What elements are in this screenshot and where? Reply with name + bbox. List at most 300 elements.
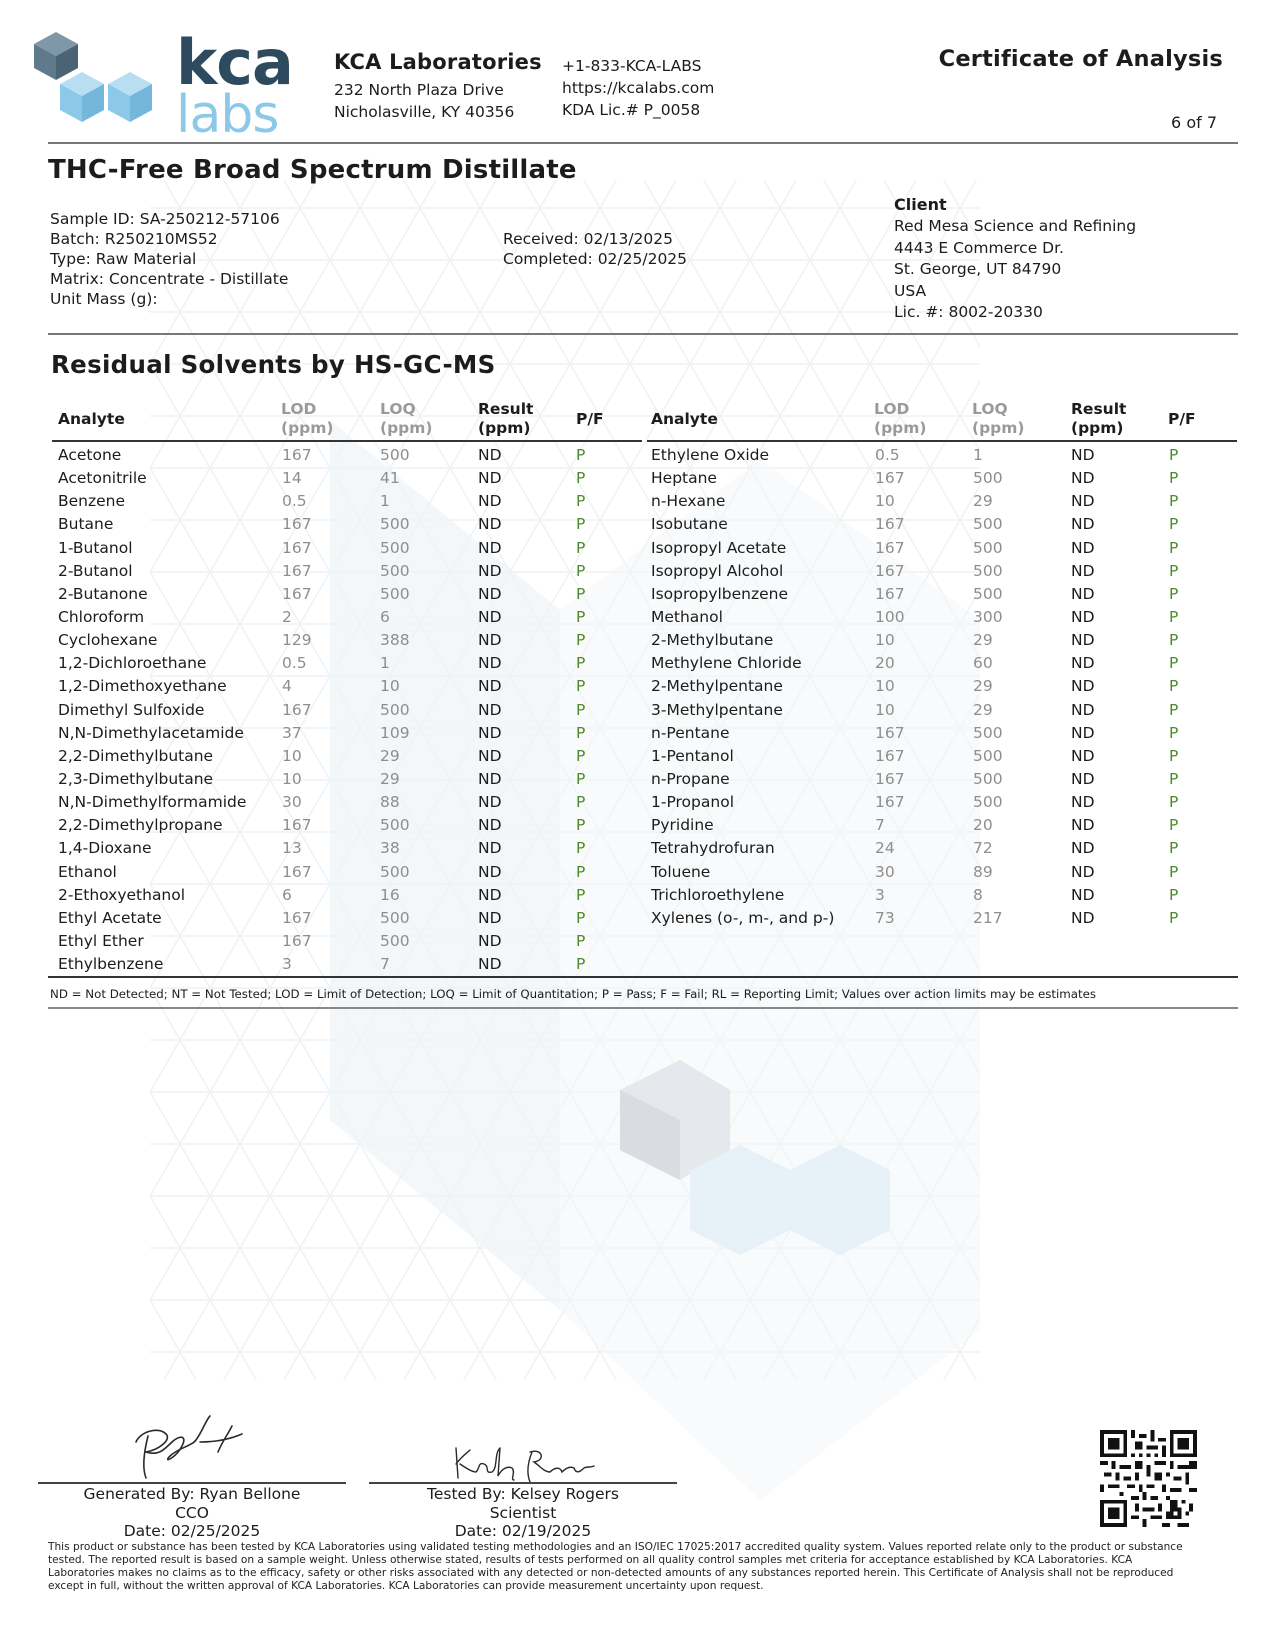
cell-result: ND	[478, 607, 502, 626]
sample-unit-mass: Unit Mass (g):	[50, 290, 158, 308]
right-results-table	[651, 444, 1241, 930]
cell-analyte: Toluene	[651, 862, 711, 881]
cell-loq: 500	[973, 769, 1003, 788]
cell-analyte: Ethyl Ether	[58, 931, 144, 950]
cell-result: ND	[478, 654, 502, 673]
cell-pass-fail: P	[576, 492, 586, 511]
table-row	[651, 745, 1241, 768]
cell-analyte: 2-Methylpentane	[651, 677, 783, 696]
cell-pass-fail: P	[576, 700, 586, 719]
cell-result: ND	[1071, 700, 1095, 719]
cell-pass-fail: P	[576, 931, 586, 950]
lab-phone: +1-833-KCA-LABS	[562, 57, 702, 75]
table-row	[58, 699, 648, 722]
cell-analyte: Isopropyl Alcohol	[651, 561, 784, 580]
cell-loq: 10	[380, 677, 400, 696]
cell-pass-fail: P	[576, 561, 586, 580]
cell-analyte: Tetrahydrofuran	[651, 839, 775, 858]
table-row	[651, 629, 1241, 652]
cell-loq: 41	[380, 469, 400, 488]
table-row	[651, 444, 1241, 467]
cell-analyte: Ethyl Acetate	[58, 908, 162, 927]
signature-line-generated	[38, 1482, 346, 1484]
cell-result: ND	[1071, 862, 1095, 881]
cell-lod: 4	[282, 677, 292, 696]
cell-loq: 72	[973, 839, 993, 858]
cell-lod: 30	[282, 793, 302, 812]
cell-pass-fail: P	[576, 908, 586, 927]
cell-analyte: Isobutane	[651, 515, 728, 534]
cell-loq: 38	[380, 839, 400, 858]
cell-analyte: Acetonitrile	[58, 469, 147, 488]
cell-analyte: 1-Pentanol	[651, 746, 734, 765]
lab-license: KDA Lic.# P_0058	[562, 101, 701, 119]
received-date: Received: 02/13/2025	[503, 230, 674, 248]
table-legend: ND = Not Detected; NT = Not Tested; LOD = Limit of Detection; LOQ = Limit of Quantitation; P = Pass; F = Fail; RL = Reporting Limit; Values over action limits may be estimates	[50, 987, 1097, 1001]
cell-lod: 10	[282, 746, 302, 765]
cell-lod: 167	[875, 515, 905, 534]
cell-pass-fail: P	[1169, 816, 1179, 835]
cell-result: ND	[478, 492, 502, 511]
cell-analyte: Dimethyl Sulfoxide	[58, 700, 205, 719]
cell-loq: 29	[380, 746, 400, 765]
cell-analyte: Heptane	[651, 469, 717, 488]
table-row	[58, 861, 648, 884]
lab-name: KCA Laboratories	[334, 50, 542, 74]
table-row	[58, 629, 648, 652]
cell-pass-fail: P	[576, 469, 586, 488]
cell-pass-fail: P	[576, 538, 586, 557]
table-row	[58, 768, 648, 791]
cell-analyte: 2-Butanol	[58, 561, 133, 580]
cell-analyte: N,N-Dimethylacetamide	[58, 723, 244, 742]
cell-pass-fail: P	[576, 584, 586, 603]
cell-lod: 0.5	[282, 492, 307, 511]
cell-result: ND	[478, 769, 502, 788]
cell-lod: 167	[875, 584, 905, 603]
cell-lod: 30	[875, 862, 895, 881]
sample-matrix: Matrix: Concentrate - Distillate	[50, 270, 289, 288]
cell-loq: 500	[380, 561, 410, 580]
table-row	[651, 560, 1241, 583]
cell-lod: 3	[875, 885, 885, 904]
table-row	[58, 467, 648, 490]
cell-loq: 1	[380, 654, 390, 673]
client-country: USA	[894, 281, 927, 300]
cell-result: ND	[478, 446, 502, 464]
qr-code[interactable]	[1100, 1430, 1197, 1527]
sample-type: Type: Raw Material	[50, 250, 197, 268]
cell-analyte: Acetone	[58, 446, 122, 464]
table-row	[651, 537, 1241, 560]
cell-result: ND	[478, 862, 502, 881]
legal-disclaimer: This product or substance has been tested by KCA Laboratories using validated testing methodologies and an ISO/IEC 17025:2017 accredited quality system. Values reported relate only to the product or substance tested. The reported result is based on a sample weight. Unless otherwise stated, results of tests performed on all quality control samples met criteria for acceptance established by KCA Laboratories. KCA Laboratories makes no claims as to the efficacy, safety or other risks associated with any detected or non-detected amounts of any substances reported herein. This Certificate of Analysis shall not be reproduced except in full, without the written approval of KCA Laboratories. KCA Laboratories can provide measurement uncertainty upon request.	[48, 1541, 1183, 1592]
cell-pass-fail: P	[1169, 908, 1179, 927]
cell-lod: 100	[875, 607, 905, 626]
cell-loq: 109	[380, 723, 410, 742]
cell-analyte: Isopropyl Acetate	[651, 538, 787, 557]
cell-lod: 20	[875, 654, 895, 673]
cell-lod: 73	[875, 908, 895, 927]
cell-loq: 29	[973, 631, 993, 650]
product-divider	[48, 333, 1238, 335]
cell-pass-fail: P	[1169, 862, 1179, 881]
cell-pass-fail: P	[576, 677, 586, 696]
cell-result: ND	[1071, 469, 1095, 488]
left-header-rule	[52, 440, 642, 442]
cell-result: ND	[478, 885, 502, 904]
cell-pass-fail: P	[1169, 446, 1179, 464]
cell-lod: 167	[875, 769, 905, 788]
cell-result: ND	[1071, 677, 1095, 696]
signature-ryan-bellone	[118, 1412, 268, 1482]
cell-lod: 10	[875, 677, 895, 696]
cell-loq: 500	[380, 515, 410, 534]
cell-analyte: 1,2-Dimethoxyethane	[58, 677, 227, 696]
cell-loq: 500	[380, 908, 410, 927]
cell-analyte: n-Pentane	[651, 723, 730, 742]
cell-analyte: N,N-Dimethylformamide	[58, 793, 247, 812]
table-row	[651, 490, 1241, 513]
cell-lod: 167	[282, 862, 312, 881]
cell-loq: 89	[973, 862, 993, 881]
cell-loq: 500	[973, 746, 1003, 765]
cell-pass-fail: P	[576, 607, 586, 626]
cell-result: ND	[478, 561, 502, 580]
cell-result: ND	[478, 538, 502, 557]
cell-analyte: 1,4-Dioxane	[58, 839, 152, 858]
cell-lod: 7	[875, 816, 885, 835]
table-row	[651, 861, 1241, 884]
cell-analyte: Isopropylbenzene	[651, 584, 789, 603]
cell-result: ND	[1071, 446, 1095, 464]
cell-loq: 500	[380, 862, 410, 881]
cell-result: ND	[478, 746, 502, 765]
cell-result: ND	[478, 839, 502, 858]
cell-pass-fail: P	[1169, 700, 1179, 719]
table-row	[651, 837, 1241, 860]
cell-lod: 167	[282, 700, 312, 719]
cell-analyte: n-Propane	[651, 769, 730, 788]
cell-pass-fail: P	[576, 816, 586, 835]
cell-lod: 167	[875, 723, 905, 742]
table-row	[651, 791, 1241, 814]
cell-loq: 500	[380, 700, 410, 719]
table-row	[58, 490, 648, 513]
cell-loq: 7	[380, 955, 390, 974]
cell-result: ND	[478, 469, 502, 488]
cell-lod: 10	[875, 700, 895, 719]
lab-website[interactable]: https://kcalabs.com	[562, 79, 715, 97]
cell-result: ND	[478, 584, 502, 603]
cell-loq: 500	[380, 931, 410, 950]
cell-result: ND	[1071, 885, 1095, 904]
cell-result: ND	[478, 631, 502, 650]
cell-lod: 10	[875, 631, 895, 650]
cell-loq: 29	[973, 700, 993, 719]
cell-lod: 0.5	[875, 446, 900, 464]
client-street: 4443 E Commerce Dr.	[894, 238, 1064, 257]
cell-loq: 300	[973, 607, 1003, 626]
cell-result: ND	[1071, 538, 1095, 557]
cell-analyte: 2-Butanone	[58, 584, 148, 603]
cell-lod: 37	[282, 723, 302, 742]
cell-loq: 1	[380, 492, 390, 511]
table-row	[58, 722, 648, 745]
cell-result: ND	[478, 793, 502, 812]
right-header-pf: P/F	[1168, 410, 1196, 428]
left-header-pf: P/F	[576, 410, 604, 428]
cell-pass-fail: P	[1169, 584, 1179, 603]
cell-loq: 29	[380, 769, 400, 788]
client-name: Red Mesa Science and Refining	[894, 217, 1137, 235]
cell-loq: 500	[973, 515, 1003, 534]
cell-analyte: 1-Butanol	[58, 538, 133, 557]
page-number: 6 of 7	[1171, 113, 1217, 132]
cell-result: ND	[1071, 908, 1095, 927]
table-bottom-rule	[48, 976, 1238, 978]
cell-analyte: Chloroform	[58, 607, 145, 626]
cell-loq: 500	[380, 584, 410, 603]
cell-analyte: Ethanol	[58, 862, 117, 881]
cell-result: ND	[1071, 793, 1095, 812]
cell-lod: 3	[282, 955, 292, 974]
completed-date: Completed: 02/25/2025	[503, 250, 688, 268]
table-row	[651, 652, 1241, 675]
table-row	[58, 791, 648, 814]
generated-by-block	[38, 1485, 346, 1541]
table-row	[58, 837, 648, 860]
cell-loq: 500	[380, 816, 410, 835]
cell-lod: 167	[875, 469, 905, 488]
table-row	[58, 930, 648, 953]
left-results-table	[58, 444, 648, 976]
cell-lod: 167	[282, 561, 312, 580]
cell-lod: 2	[282, 607, 292, 626]
table-row	[58, 814, 648, 837]
table-row	[58, 652, 648, 675]
cell-lod: 6	[282, 885, 292, 904]
cell-pass-fail: P	[1169, 538, 1179, 557]
cell-pass-fail: P	[1169, 885, 1179, 904]
cell-lod: 10	[282, 769, 302, 788]
cell-analyte: n-Hexane	[651, 492, 726, 511]
cell-result: ND	[1071, 839, 1095, 858]
cell-analyte: Butane	[58, 515, 114, 534]
cell-result: ND	[1071, 492, 1095, 511]
cell-analyte: Methanol	[651, 607, 723, 626]
sample-info	[50, 209, 288, 309]
cell-pass-fail: P	[576, 446, 586, 464]
cell-analyte: 2,3-Dimethylbutane	[58, 769, 214, 788]
cell-analyte: 1-Propanol	[651, 793, 734, 812]
cell-result: ND	[1071, 607, 1095, 626]
tested-by-title: Scientist	[489, 1503, 557, 1522]
cell-analyte: Trichloroethylene	[651, 885, 785, 904]
lab-address-2: Nicholasville, KY 40356	[334, 103, 515, 121]
table-row	[651, 722, 1241, 745]
cell-result: ND	[478, 908, 502, 927]
cell-lod: 167	[282, 816, 312, 835]
cell-result: ND	[1071, 723, 1095, 742]
cell-pass-fail: P	[576, 839, 586, 858]
cell-loq: 6	[380, 607, 390, 626]
cell-result: ND	[1071, 584, 1095, 603]
cell-loq: 60	[973, 654, 993, 673]
table-row	[651, 583, 1241, 606]
right-header-rule	[647, 440, 1237, 442]
cell-pass-fail: P	[1169, 607, 1179, 626]
right-header-lod: LOD (ppm)	[874, 400, 927, 437]
cell-loq: 500	[973, 723, 1003, 742]
cell-lod: 167	[875, 561, 905, 580]
cell-lod: 167	[282, 931, 312, 950]
cell-lod: 167	[875, 746, 905, 765]
cell-pass-fail: P	[576, 723, 586, 742]
cell-loq: 500	[973, 538, 1003, 557]
table-row	[58, 907, 648, 930]
cell-loq: 29	[973, 492, 993, 511]
cell-result: ND	[478, 955, 502, 974]
cell-lod: 167	[875, 793, 905, 812]
cell-lod: 167	[282, 538, 312, 557]
section-title: Residual Solvents by HS-GC-MS	[51, 350, 496, 379]
cell-pass-fail: P	[1169, 561, 1179, 580]
cell-lod: 13	[282, 839, 302, 858]
cell-loq: 88	[380, 793, 400, 812]
cell-analyte: Cyclohexane	[58, 631, 158, 650]
cell-lod: 129	[282, 631, 312, 650]
cell-loq: 500	[973, 469, 1003, 488]
cell-lod: 0.5	[282, 654, 307, 673]
cell-result: ND	[478, 700, 502, 719]
signature-line-tested	[369, 1482, 677, 1484]
cell-loq: 388	[380, 631, 410, 650]
table-row	[58, 606, 648, 629]
left-header-result: Result (ppm)	[478, 400, 534, 437]
cell-pass-fail: P	[1169, 723, 1179, 742]
generated-by-date: Date: 02/25/2025	[123, 1522, 261, 1540]
table-row	[58, 884, 648, 907]
cell-lod: 167	[282, 446, 312, 464]
cell-loq: 500	[973, 561, 1003, 580]
left-header-lod: LOD (ppm)	[281, 400, 334, 437]
table-row	[651, 513, 1241, 536]
cell-analyte: Methylene Chloride	[651, 654, 802, 673]
cell-analyte: Ethylbenzene	[58, 955, 164, 974]
lab-address-1: 232 North Plaza Drive	[334, 81, 504, 99]
cell-result: ND	[1071, 746, 1095, 765]
cell-loq: 1	[973, 446, 983, 464]
product-title: THC-Free Broad Spectrum Distillate	[48, 155, 577, 185]
table-row	[651, 884, 1241, 907]
cell-loq: 500	[973, 793, 1003, 812]
table-row	[651, 768, 1241, 791]
cell-pass-fail: P	[1169, 769, 1179, 788]
client-city: St. George, UT 84790	[894, 260, 1062, 278]
kca-labs-logo	[30, 28, 312, 138]
cell-pass-fail: P	[576, 746, 586, 765]
table-row	[58, 675, 648, 698]
logo-labs-text: labs	[176, 85, 279, 138]
cell-result: ND	[478, 931, 502, 950]
table-row	[58, 513, 648, 536]
cell-pass-fail: P	[1169, 631, 1179, 650]
table-row	[651, 675, 1241, 698]
cell-loq: 500	[380, 446, 410, 464]
lab-info	[334, 50, 542, 123]
legend-rule	[48, 1007, 1238, 1009]
cell-result: ND	[478, 816, 502, 835]
cell-result: ND	[1071, 654, 1095, 673]
client-heading: Client	[894, 195, 947, 214]
cell-pass-fail: P	[576, 955, 586, 974]
cell-result: ND	[1071, 769, 1095, 788]
cell-result: ND	[478, 723, 502, 742]
table-row	[58, 583, 648, 606]
cell-pass-fail: P	[576, 885, 586, 904]
cell-result: ND	[1071, 631, 1095, 650]
cell-result: ND	[478, 677, 502, 696]
cell-lod: 167	[282, 908, 312, 927]
signature-kelsey-rogers	[450, 1438, 600, 1484]
cell-pass-fail: P	[576, 793, 586, 812]
cell-pass-fail: P	[1169, 515, 1179, 534]
cell-result: ND	[1071, 515, 1095, 534]
client-info	[894, 194, 1136, 324]
tested-by-date: Date: 02/19/2025	[454, 1522, 592, 1540]
right-header-loq: LOQ (ppm)	[972, 400, 1025, 437]
left-header-analyte: Analyte	[58, 410, 125, 428]
tested-by-block	[369, 1485, 677, 1541]
table-row	[58, 537, 648, 560]
cell-pass-fail: P	[1169, 839, 1179, 858]
cell-analyte: 2,2-Dimethylbutane	[58, 746, 214, 765]
left-header-loq: LOQ (ppm)	[380, 400, 433, 437]
table-row	[58, 560, 648, 583]
cell-pass-fail: P	[1169, 793, 1179, 812]
cell-pass-fail: P	[576, 515, 586, 534]
cell-loq: 8	[973, 885, 983, 904]
cell-analyte: 1,2-Dichloroethane	[58, 654, 207, 673]
client-license: Lic. #: 8002-20330	[894, 303, 1043, 321]
cell-loq: 16	[380, 885, 400, 904]
cell-analyte: 3-Methylpentane	[651, 700, 783, 719]
cell-loq: 29	[973, 677, 993, 696]
cell-pass-fail: P	[1169, 469, 1179, 488]
cell-result: ND	[478, 515, 502, 534]
cell-pass-fail: P	[576, 631, 586, 650]
sample-id: Sample ID: SA-250212-57106	[50, 210, 280, 228]
cell-loq: 20	[973, 816, 993, 835]
cell-pass-fail: P	[576, 654, 586, 673]
cell-analyte: Pyridine	[651, 816, 714, 835]
cell-loq: 217	[973, 908, 1003, 927]
generated-by-title: CCO	[175, 1503, 209, 1522]
cell-result: ND	[1071, 816, 1095, 835]
cell-pass-fail: P	[1169, 654, 1179, 673]
cell-analyte: Ethylene Oxide	[651, 446, 770, 464]
cell-result: ND	[1071, 561, 1095, 580]
table-row	[651, 907, 1241, 930]
table-row	[58, 953, 648, 976]
cell-pass-fail: P	[1169, 492, 1179, 511]
cell-lod: 14	[282, 469, 302, 488]
cell-lod: 167	[282, 515, 312, 534]
table-row	[651, 606, 1241, 629]
cell-pass-fail: P	[1169, 746, 1179, 765]
sample-dates	[503, 229, 687, 269]
